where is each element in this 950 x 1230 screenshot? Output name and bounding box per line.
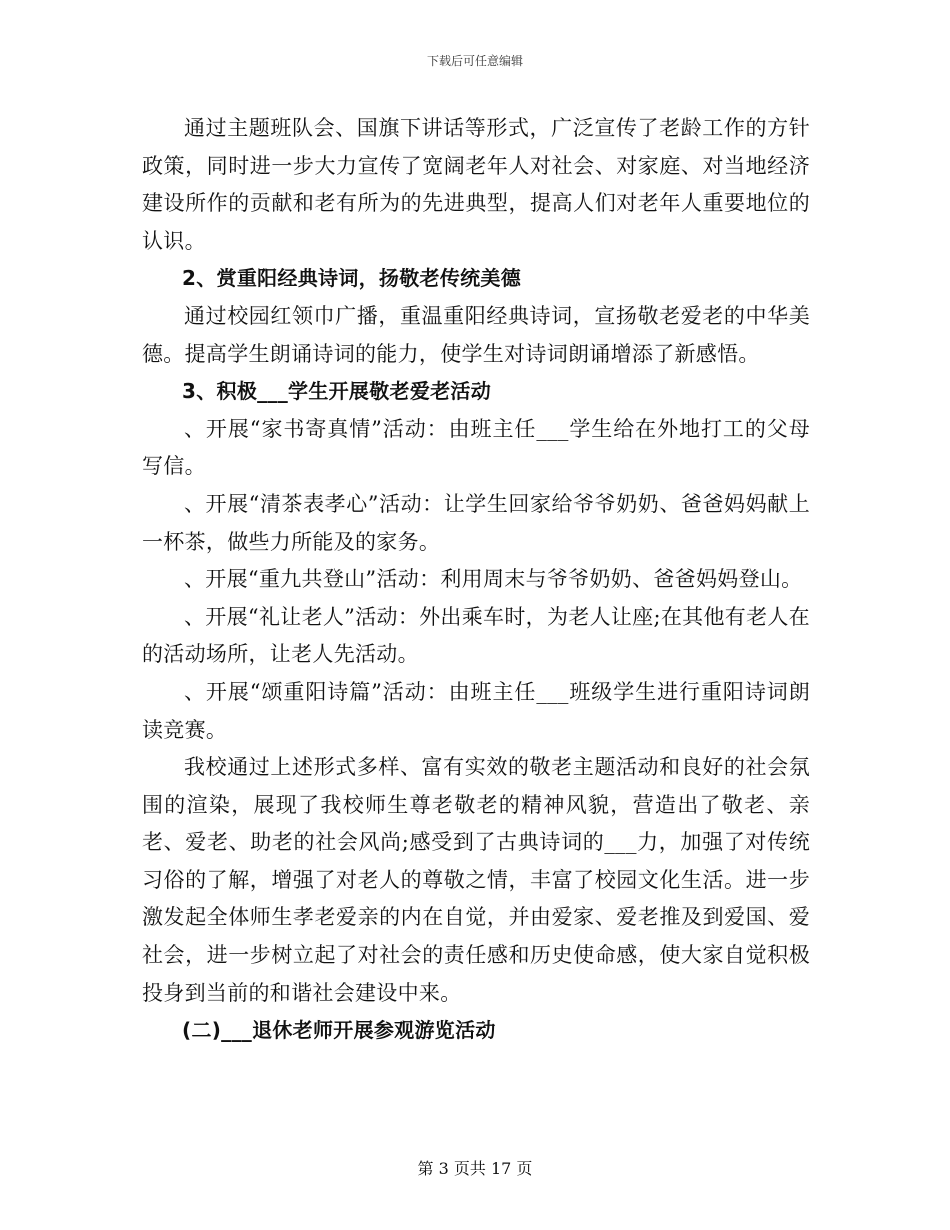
paragraph: 通过主题班队会、国旗下讲话等形式，广泛宣传了老龄工作的方针政策，同时进一步大力宣传了宽阔老年人对社会、对家庭、对当地经济建设所作的贡献和老有所为的先进典型，提高人们对老年人重要地位的认识。	[142, 116, 810, 253]
activity-item: 、开展“清茶表孝心”活动：让学生回家给爷爷奶奶、爸爸妈妈献上一杯茶，做些力所能及的家务。	[142, 491, 810, 554]
document-body	[142, 110, 810, 1050]
paragraph: 我校通过上述形式多样、富有实效的敬老主题活动和良好的社会氛围的渲染，展现了我校师生尊老敬老的精神风貌，营造出了敬老、亲老、爱老、助老的社会风尚;感受到了古典诗词的___力，加强了对传统习俗的了解，增强了对老人的尊敬之情，丰富了校园文化生活。进一步激发起全体师生孝老爱亲的内在自觉，并由爱家、爱老推及到爱国、爱社会，进一步树立起了对社会的责任感和历史使命感，使大家自觉积极投身到当前的和谐社会建设中来。	[142, 755, 810, 1005]
section-heading: 2、赏重阳经典诗词，扬敬老传统美德	[182, 266, 522, 291]
section-heading: 3、积极___学生开展敬老爱老活动	[182, 379, 492, 404]
page-number: 第 3 页共 17 页	[417, 1159, 533, 1178]
paragraph: 通过校园红领巾广播，重温重阳经典诗词，宣扬敬老爱老的中华美德。提高学生朗诵诗词的能力，使学生对诗词朗诵增添了新感悟。	[142, 303, 810, 366]
page-header-note: 下载后可任意编辑	[426, 54, 523, 68]
section-heading: (二)___退休老师开展参观游览活动	[182, 1018, 496, 1043]
activity-item: 、开展“家书寄真情”活动：由班主任___学生给在外地打工的父母写信。	[142, 416, 810, 479]
activity-item: 、开展“重九共登山”活动：利用周末与爷爷奶奶、爸爸妈妈登山。	[184, 567, 803, 592]
activity-item: 、开展“颂重阳诗篇”活动：由班主任___班级学生进行重阳诗词朗读竞赛。	[142, 679, 810, 742]
activity-item: 、开展“礼让老人”活动：外出乘车时，为老人让座;在其他有老人在的活动场所，让老人先活动。	[142, 604, 810, 667]
